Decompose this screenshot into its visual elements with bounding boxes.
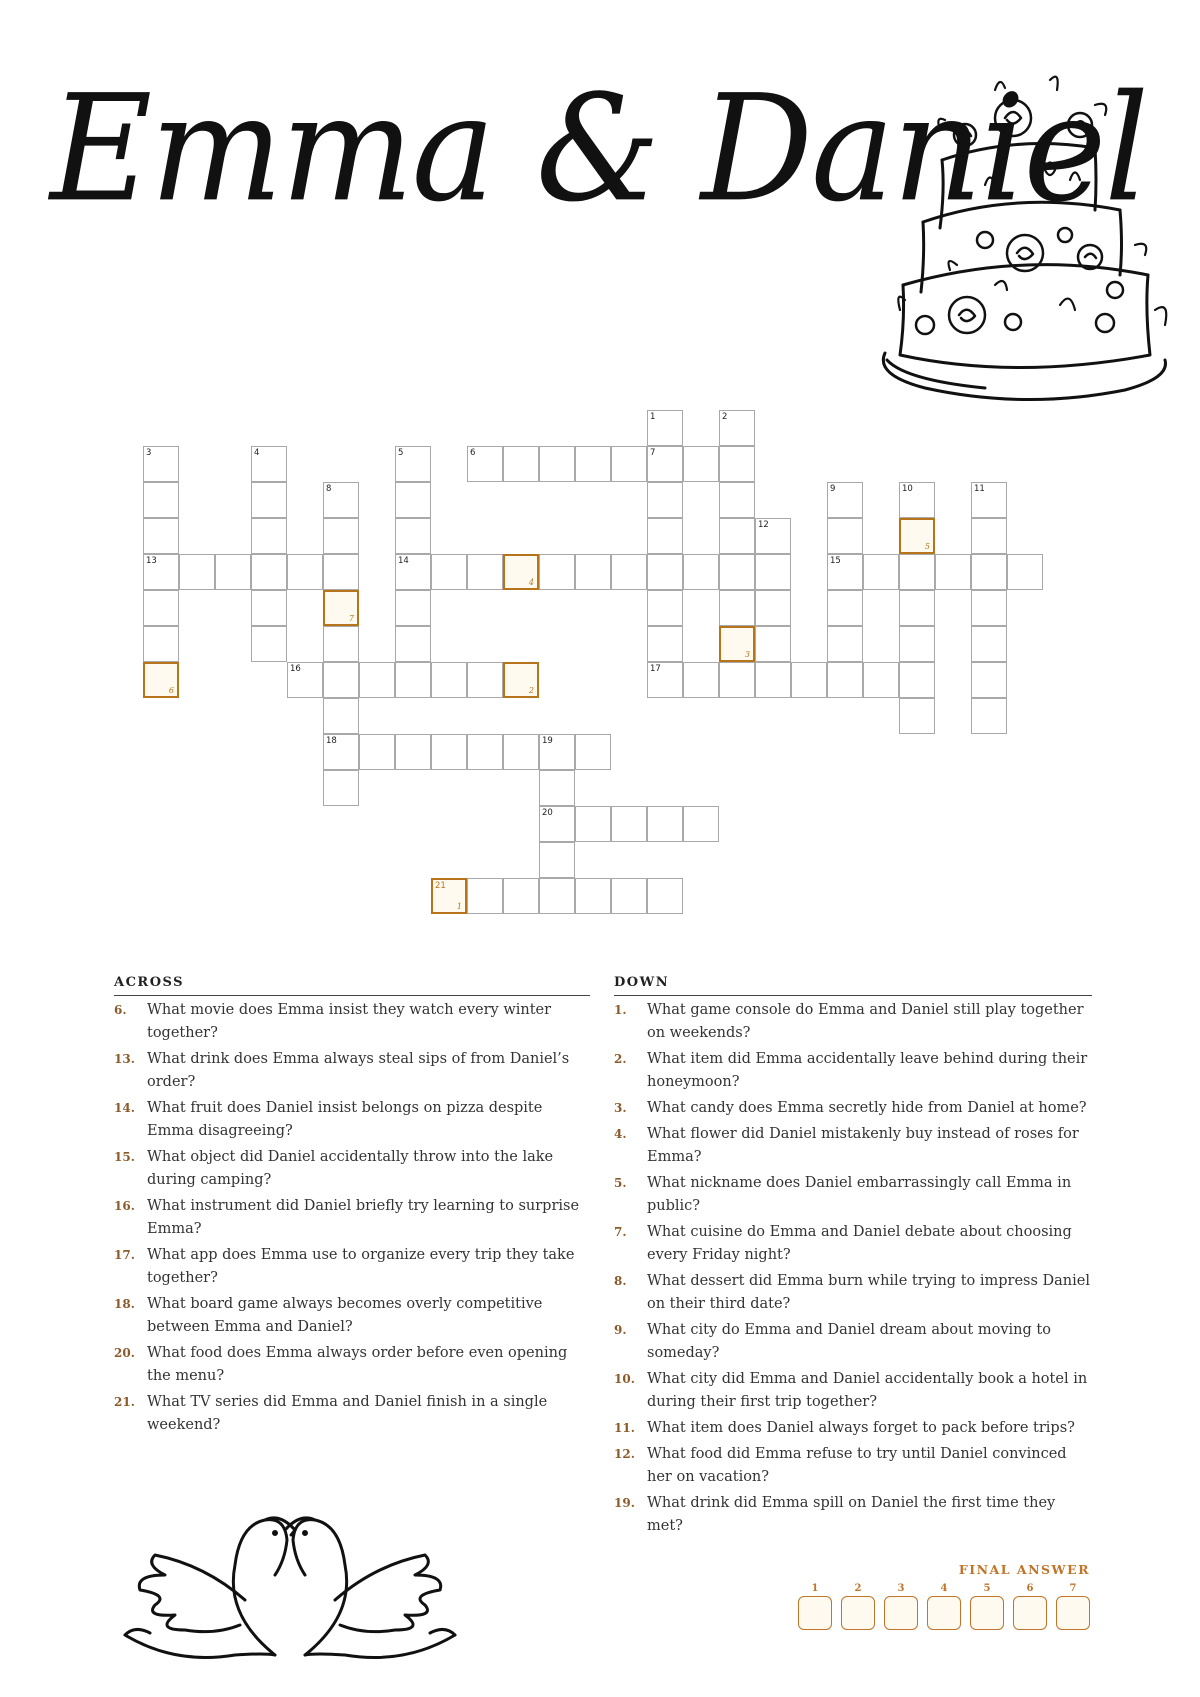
grid-cell[interactable] bbox=[251, 554, 287, 590]
grid-cell[interactable] bbox=[971, 662, 1007, 698]
grid-cell[interactable] bbox=[467, 446, 503, 482]
grid-cell[interactable] bbox=[395, 482, 431, 518]
grid-cell[interactable] bbox=[395, 626, 431, 662]
grid-cell[interactable] bbox=[719, 410, 755, 446]
clue-item bbox=[114, 1293, 590, 1339]
clue-text: What flower did Daniel mistakenly buy instead of roses for Emma? bbox=[647, 1126, 1079, 1165]
final-answer-box[interactable] bbox=[1056, 1596, 1090, 1630]
clue-item bbox=[114, 1391, 590, 1437]
clue-number: 5. bbox=[614, 1176, 627, 1190]
grid-cell[interactable] bbox=[467, 734, 503, 770]
grid-cell[interactable] bbox=[647, 554, 683, 590]
clue-number: 17. bbox=[114, 1248, 135, 1262]
grid-cell[interactable] bbox=[827, 518, 863, 554]
swans-heart-illustration bbox=[115, 1505, 465, 1669]
clue-item bbox=[614, 1221, 1092, 1267]
grid-cell[interactable] bbox=[539, 842, 575, 878]
clue-item bbox=[114, 1342, 590, 1388]
highlighted-grid-cell[interactable] bbox=[503, 662, 539, 698]
cell-number: 9 bbox=[830, 484, 836, 494]
clue-number: 20. bbox=[114, 1346, 135, 1360]
grid-cell[interactable] bbox=[971, 518, 1007, 554]
grid-cell[interactable] bbox=[323, 734, 359, 770]
clue-item bbox=[114, 1048, 590, 1094]
grid-cell[interactable] bbox=[251, 626, 287, 662]
grid-cell[interactable] bbox=[647, 482, 683, 518]
grid-cell[interactable] bbox=[647, 878, 683, 914]
grid-cell[interactable] bbox=[251, 446, 287, 482]
clue-item bbox=[614, 1492, 1092, 1538]
grid-cell[interactable] bbox=[395, 734, 431, 770]
grid-cell[interactable] bbox=[143, 626, 179, 662]
grid-cell[interactable] bbox=[863, 662, 899, 698]
clue-number: 16. bbox=[114, 1199, 135, 1213]
final-letter-index: 2 bbox=[528, 686, 534, 695]
clue-number: 18. bbox=[114, 1297, 135, 1311]
clue-number: 12. bbox=[614, 1447, 635, 1461]
final-answer-boxes bbox=[798, 1583, 1090, 1630]
final-answer-number: 1 bbox=[811, 1583, 819, 1594]
grid-cell[interactable] bbox=[539, 554, 575, 590]
cell-number: 20 bbox=[542, 808, 553, 818]
grid-cell[interactable] bbox=[143, 590, 179, 626]
clue-text: What fruit does Daniel insist belongs on pizza despite Emma disagreeing? bbox=[147, 1100, 543, 1139]
across-heading: ACROSS bbox=[114, 975, 590, 996]
clue-number: 11. bbox=[614, 1421, 635, 1435]
clue-number: 3. bbox=[614, 1101, 627, 1115]
grid-cell[interactable] bbox=[971, 590, 1007, 626]
final-letter-index: 5 bbox=[924, 542, 930, 551]
final-answer-slot bbox=[1013, 1583, 1047, 1630]
grid-cell[interactable] bbox=[719, 518, 755, 554]
grid-cell[interactable] bbox=[971, 626, 1007, 662]
grid-cell[interactable] bbox=[323, 626, 359, 662]
grid-cell[interactable] bbox=[467, 554, 503, 590]
final-answer-box[interactable] bbox=[841, 1596, 875, 1630]
grid-cell[interactable] bbox=[395, 554, 431, 590]
clue-text: What candy does Emma secretly hide from Daniel at home? bbox=[647, 1100, 1087, 1116]
page-title: Emma & Daniel bbox=[50, 63, 1148, 236]
grid-cell[interactable] bbox=[251, 518, 287, 554]
grid-cell[interactable] bbox=[827, 590, 863, 626]
grid-cell[interactable] bbox=[503, 734, 539, 770]
clue-number: 6. bbox=[114, 1003, 127, 1017]
grid-cell[interactable] bbox=[935, 554, 971, 590]
final-answer-box[interactable] bbox=[798, 1596, 832, 1630]
grid-cell[interactable] bbox=[323, 662, 359, 698]
grid-cell[interactable] bbox=[431, 554, 467, 590]
final-answer-slot bbox=[927, 1583, 961, 1630]
grid-cell[interactable] bbox=[287, 662, 323, 698]
grid-cell[interactable] bbox=[899, 662, 935, 698]
grid-cell[interactable] bbox=[971, 482, 1007, 518]
grid-cell[interactable] bbox=[539, 878, 575, 914]
grid-cell[interactable] bbox=[611, 554, 647, 590]
grid-cell[interactable] bbox=[539, 446, 575, 482]
highlighted-grid-cell[interactable] bbox=[323, 590, 359, 626]
clue-number: 8. bbox=[614, 1274, 627, 1288]
grid-cell[interactable] bbox=[755, 554, 791, 590]
grid-cell[interactable] bbox=[827, 482, 863, 518]
grid-cell[interactable] bbox=[647, 806, 683, 842]
clue-text: What drink does Emma always steal sips of from Daniel’s order? bbox=[147, 1051, 570, 1090]
grid-cell[interactable] bbox=[827, 626, 863, 662]
highlighted-grid-cell[interactable] bbox=[431, 878, 467, 914]
clue-item bbox=[614, 1270, 1092, 1316]
grid-cell[interactable] bbox=[899, 698, 935, 734]
final-answer-slot bbox=[970, 1583, 1004, 1630]
clue-number: 9. bbox=[614, 1323, 627, 1337]
grid-cell[interactable] bbox=[719, 554, 755, 590]
final-answer bbox=[798, 1562, 1090, 1630]
cell-number: 15 bbox=[830, 556, 841, 566]
grid-cell[interactable] bbox=[251, 590, 287, 626]
final-answer-number: 6 bbox=[1026, 1583, 1034, 1594]
grid-cell[interactable] bbox=[719, 482, 755, 518]
cell-number: 21 bbox=[435, 881, 446, 891]
final-letter-index: 6 bbox=[168, 686, 174, 695]
clue-item bbox=[614, 1443, 1092, 1489]
clue-number: 10. bbox=[614, 1372, 635, 1386]
grid-cell[interactable] bbox=[647, 446, 683, 482]
grid-cell[interactable] bbox=[647, 410, 683, 446]
clue-text: What food did Emma refuse to try until Daniel convinced her on vacation? bbox=[647, 1446, 1067, 1485]
grid-cell[interactable] bbox=[755, 626, 791, 662]
grid-cell[interactable] bbox=[827, 554, 863, 590]
highlighted-grid-cell[interactable] bbox=[899, 518, 935, 554]
grid-cell[interactable] bbox=[899, 482, 935, 518]
clue-item bbox=[614, 999, 1092, 1045]
cell-number: 5 bbox=[398, 448, 404, 458]
clue-text: What app does Emma use to organize every trip they take together? bbox=[147, 1247, 575, 1286]
grid-cell[interactable] bbox=[215, 554, 251, 590]
clue-item bbox=[114, 1146, 590, 1192]
grid-cell[interactable] bbox=[647, 518, 683, 554]
final-answer-box[interactable] bbox=[970, 1596, 1004, 1630]
grid-cell[interactable] bbox=[395, 590, 431, 626]
grid-cell[interactable] bbox=[791, 662, 827, 698]
clue-item bbox=[114, 1195, 590, 1241]
clue-item bbox=[114, 1244, 590, 1290]
grid-cell[interactable] bbox=[575, 734, 611, 770]
final-answer-number: 7 bbox=[1069, 1583, 1077, 1594]
clue-number: 2. bbox=[614, 1052, 627, 1066]
clue-item bbox=[114, 999, 590, 1045]
grid-cell[interactable] bbox=[431, 734, 467, 770]
clue-number: 4. bbox=[614, 1127, 627, 1141]
grid-cell[interactable] bbox=[899, 590, 935, 626]
grid-cell[interactable] bbox=[755, 662, 791, 698]
grid-cell[interactable] bbox=[179, 554, 215, 590]
cell-number: 12 bbox=[758, 520, 769, 530]
final-answer-number: 4 bbox=[940, 1583, 948, 1594]
grid-cell[interactable] bbox=[647, 626, 683, 662]
grid-cell[interactable] bbox=[899, 554, 935, 590]
grid-cell[interactable] bbox=[575, 878, 611, 914]
clue-text: What object did Daniel accidentally throw into the lake during camping? bbox=[147, 1149, 554, 1188]
cell-number: 7 bbox=[650, 448, 656, 458]
cell-number: 1 bbox=[650, 412, 656, 422]
final-answer-box[interactable] bbox=[1013, 1596, 1047, 1630]
down-heading: DOWN bbox=[614, 975, 1092, 996]
final-answer-number: 3 bbox=[897, 1583, 905, 1594]
grid-cell[interactable] bbox=[755, 518, 791, 554]
final-letter-index: 4 bbox=[528, 578, 534, 587]
clue-text: What movie does Emma insist they watch every winter together? bbox=[147, 1002, 552, 1041]
grid-cell[interactable] bbox=[719, 590, 755, 626]
cell-number: 14 bbox=[398, 556, 409, 566]
grid-cell[interactable] bbox=[611, 806, 647, 842]
cell-number: 2 bbox=[722, 412, 728, 422]
grid-cell[interactable] bbox=[683, 554, 719, 590]
grid-cell[interactable] bbox=[395, 446, 431, 482]
clue-number: 13. bbox=[114, 1052, 135, 1066]
clue-number: 1. bbox=[614, 1003, 627, 1017]
clue-text: What item does Daniel always forget to pack before trips? bbox=[647, 1420, 1075, 1436]
grid-cell[interactable] bbox=[575, 554, 611, 590]
final-answer-slot bbox=[841, 1583, 875, 1630]
clue-text: What board game always becomes overly competitive between Emma and Daniel? bbox=[147, 1296, 543, 1335]
grid-cell[interactable] bbox=[143, 518, 179, 554]
final-letter-index: 3 bbox=[744, 650, 750, 659]
grid-cell[interactable] bbox=[575, 446, 611, 482]
clue-item bbox=[614, 1123, 1092, 1169]
grid-cell[interactable] bbox=[143, 482, 179, 518]
grid-cell[interactable] bbox=[323, 554, 359, 590]
grid-cell[interactable] bbox=[323, 518, 359, 554]
grid-cell[interactable] bbox=[323, 698, 359, 734]
wedding-cake-illustration bbox=[865, 70, 1185, 419]
grid-cell[interactable] bbox=[395, 662, 431, 698]
clue-text: What food does Emma always order before even opening the menu? bbox=[147, 1345, 568, 1384]
final-letter-index: 1 bbox=[456, 902, 462, 911]
grid-cell[interactable] bbox=[359, 734, 395, 770]
grid-cell[interactable] bbox=[323, 770, 359, 806]
highlighted-grid-cell[interactable] bbox=[503, 554, 539, 590]
cell-number: 16 bbox=[290, 664, 301, 674]
grid-cell[interactable] bbox=[287, 554, 323, 590]
final-answer-slot bbox=[1056, 1583, 1090, 1630]
final-letter-index: 7 bbox=[348, 614, 354, 623]
clue-item bbox=[614, 1097, 1092, 1120]
cell-number: 8 bbox=[326, 484, 332, 494]
grid-cell[interactable] bbox=[359, 662, 395, 698]
grid-cell[interactable] bbox=[503, 878, 539, 914]
down-clue-list bbox=[614, 999, 1092, 1538]
grid-cell[interactable] bbox=[1007, 554, 1043, 590]
grid-cell[interactable] bbox=[539, 770, 575, 806]
grid-cell[interactable] bbox=[647, 662, 683, 698]
clue-text: What item did Emma accidentally leave behind during their honeymoon? bbox=[647, 1051, 1088, 1090]
down-clues bbox=[614, 975, 1092, 1538]
final-answer-box[interactable] bbox=[884, 1596, 918, 1630]
final-answer-slot bbox=[884, 1583, 918, 1630]
grid-cell[interactable] bbox=[539, 806, 575, 842]
grid-cell[interactable] bbox=[971, 554, 1007, 590]
grid-cell[interactable] bbox=[719, 446, 755, 482]
grid-cell[interactable] bbox=[611, 446, 647, 482]
grid-cell[interactable] bbox=[143, 446, 179, 482]
cell-number: 3 bbox=[146, 448, 152, 458]
cell-number: 11 bbox=[974, 484, 985, 494]
highlighted-grid-cell[interactable] bbox=[719, 626, 755, 662]
grid-cell[interactable] bbox=[395, 518, 431, 554]
across-clues bbox=[114, 975, 590, 1437]
grid-cell[interactable] bbox=[467, 878, 503, 914]
clue-text: What drink did Emma spill on Daniel the first time they met? bbox=[647, 1495, 1056, 1534]
final-answer-slot bbox=[798, 1583, 832, 1630]
grid-cell[interactable] bbox=[683, 806, 719, 842]
grid-cell[interactable] bbox=[755, 590, 791, 626]
clue-number: 19. bbox=[614, 1496, 635, 1510]
grid-cell[interactable] bbox=[467, 662, 503, 698]
highlighted-grid-cell[interactable] bbox=[143, 662, 179, 698]
grid-cell[interactable] bbox=[683, 446, 719, 482]
grid-cell[interactable] bbox=[503, 446, 539, 482]
clue-number: 21. bbox=[114, 1395, 135, 1409]
final-answer-box[interactable] bbox=[927, 1596, 961, 1630]
grid-cell[interactable] bbox=[575, 806, 611, 842]
clue-number: 15. bbox=[114, 1150, 135, 1164]
grid-cell[interactable] bbox=[143, 554, 179, 590]
clue-text: What instrument did Daniel briefly try learning to surprise Emma? bbox=[147, 1198, 580, 1237]
clue-text: What game console do Emma and Daniel still play together on weekends? bbox=[647, 1002, 1084, 1041]
cell-number: 4 bbox=[254, 448, 260, 458]
grid-cell[interactable] bbox=[647, 590, 683, 626]
cell-number: 17 bbox=[650, 664, 661, 674]
final-answer-label: FINAL ANSWER bbox=[958, 1562, 1090, 1577]
clue-item bbox=[614, 1319, 1092, 1365]
final-answer-number: 2 bbox=[854, 1583, 862, 1594]
clue-item bbox=[614, 1172, 1092, 1218]
clue-text: What TV series did Emma and Daniel finish in a single weekend? bbox=[147, 1394, 548, 1433]
clue-text: What dessert did Emma burn while trying to impress Daniel on their third date? bbox=[647, 1273, 1091, 1312]
cell-number: 18 bbox=[326, 736, 337, 746]
clue-number: 14. bbox=[114, 1101, 135, 1115]
clue-item bbox=[114, 1097, 590, 1143]
cell-number: 10 bbox=[902, 484, 913, 494]
clue-item bbox=[614, 1048, 1092, 1094]
clue-item bbox=[614, 1368, 1092, 1414]
cell-number: 6 bbox=[470, 448, 476, 458]
grid-cell[interactable] bbox=[719, 662, 755, 698]
grid-cell[interactable] bbox=[971, 698, 1007, 734]
grid-cell[interactable] bbox=[539, 734, 575, 770]
grid-cell[interactable] bbox=[899, 626, 935, 662]
across-clue-list bbox=[114, 999, 590, 1437]
clue-text: What cuisine do Emma and Daniel debate about choosing every Friday night? bbox=[647, 1224, 1072, 1263]
cell-number: 19 bbox=[542, 736, 553, 746]
clue-text: What city do Emma and Daniel dream about moving to someday? bbox=[647, 1322, 1051, 1361]
clue-text: What nickname does Daniel embarrassingly call Emma in public? bbox=[647, 1175, 1072, 1214]
grid-cell[interactable] bbox=[683, 662, 719, 698]
grid-cell[interactable] bbox=[611, 878, 647, 914]
grid-cell[interactable] bbox=[827, 662, 863, 698]
grid-cell[interactable] bbox=[323, 482, 359, 518]
grid-cell[interactable] bbox=[251, 482, 287, 518]
clue-item bbox=[614, 1417, 1092, 1440]
final-answer-number: 5 bbox=[983, 1583, 991, 1594]
grid-cell[interactable] bbox=[863, 554, 899, 590]
clue-number: 7. bbox=[614, 1225, 627, 1239]
cell-number: 13 bbox=[146, 556, 157, 566]
clue-text: What city did Emma and Daniel accidentally book a hotel in during their first trip together? bbox=[647, 1371, 1088, 1410]
grid-cell[interactable] bbox=[431, 662, 467, 698]
